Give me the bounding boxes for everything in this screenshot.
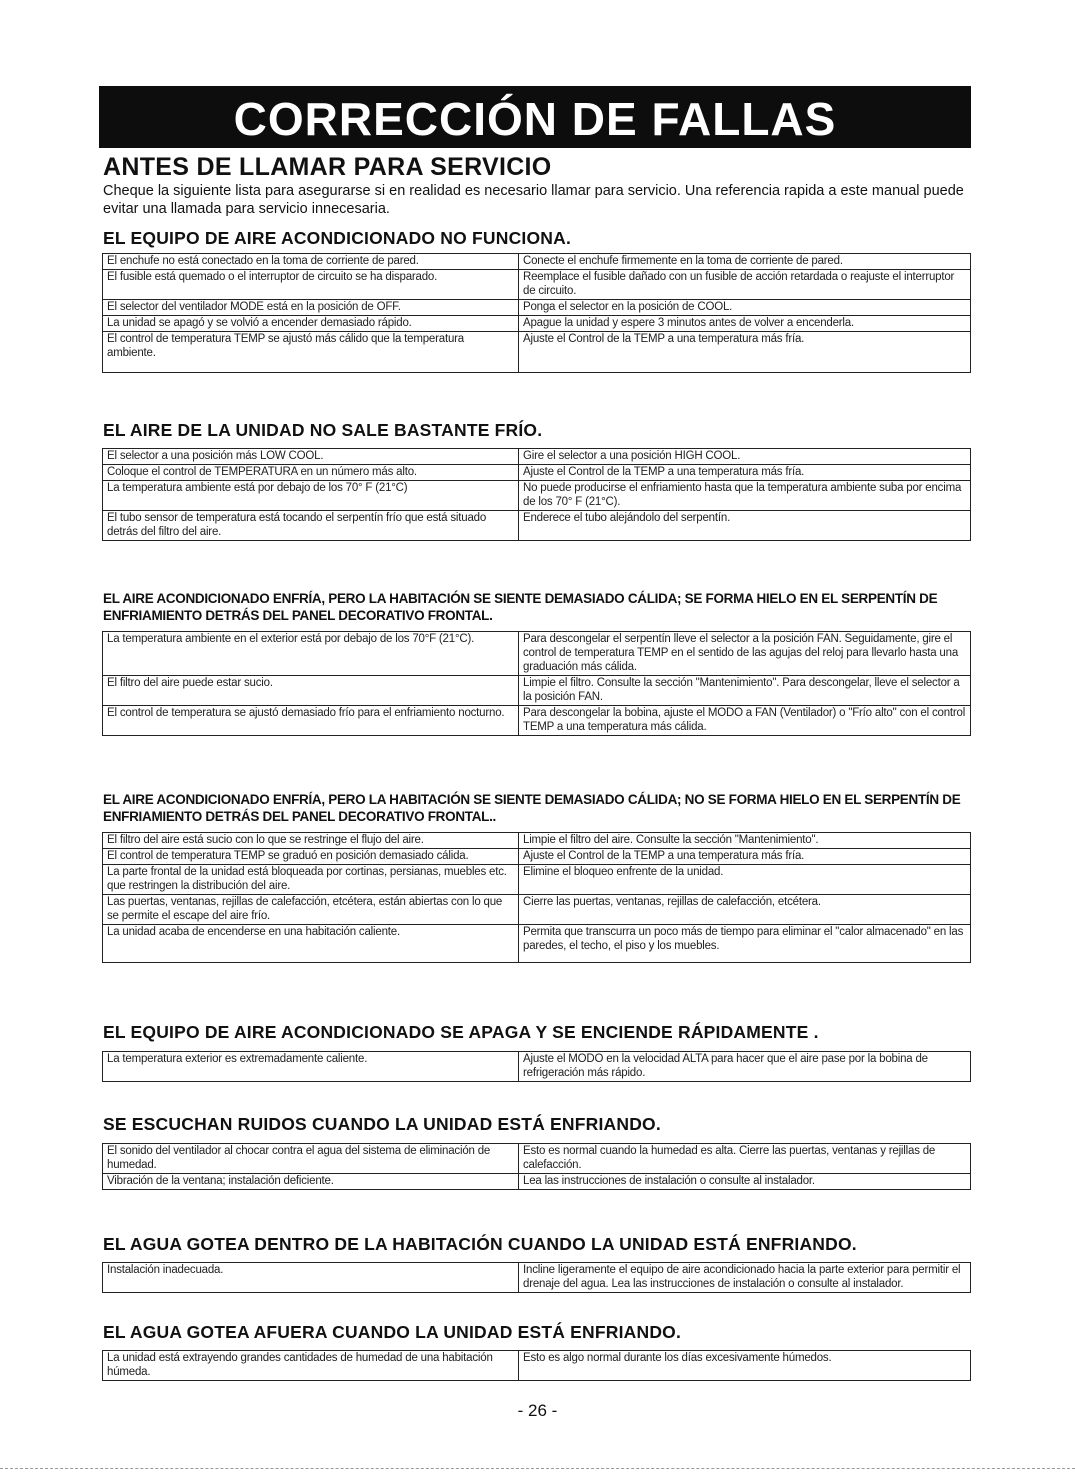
table-row <box>103 316 971 332</box>
cause-cell: La temperatura ambiente en el exterior está por debajo de los 70°F (21°C). <box>103 632 519 676</box>
section-title: EL AGUA GOTEA DENTRO DE LA HABITACIÓN CUANDO LA UNIDAD ESTÁ ENFRIANDO. <box>103 1234 857 1254</box>
table-row <box>103 465 971 481</box>
remedy-cell: Esto es algo normal durante los días excesivamente húmedos. <box>519 1351 971 1381</box>
cause-cell: El filtro del aire está sucio con lo que se restringe el flujo del aire. <box>103 833 519 849</box>
table-row <box>103 1052 971 1082</box>
section-title: EL AIRE ACONDICIONADO ENFRÍA, PERO LA HABITACIÓN SE SIENTE DEMASIADO CÁLIDA; NO SE FORMA HIELO EN EL SERPENTÍN DE ENFRIAMIENTO DETRÁS DEL PANEL DECORATIVO FRONTAL.. <box>103 792 961 824</box>
remedy-cell: Ajuste el MODO en la velocidad ALTA para hacer que el aire pase por la bobina de refrigeración más rápido. <box>519 1052 971 1082</box>
cause-cell: El control de temperatura TEMP se ajustó más cálido que la temperatura ambiente. <box>103 332 519 373</box>
remedy-cell: Incline ligeramente el equipo de aire acondicionado hacia la parte exterior para permitir el drenaje del agua. Lea las instrucciones de instalación o consulte al instalador. <box>519 1263 971 1293</box>
table-row <box>103 270 971 300</box>
remedy-cell: Apague la unidad y espere 3 minutos antes de volver a encenderla. <box>519 316 971 332</box>
cause-cell: La unidad acaba de encenderse en una habitación caliente. <box>103 925 519 963</box>
table-row <box>103 300 971 316</box>
remedy-cell: Enderece el tubo alejándolo del serpentín. <box>519 511 971 541</box>
cause-cell: El tubo sensor de temperatura está tocando el serpentín frío que está situado detrás del filtro del aire. <box>103 511 519 541</box>
table-row <box>103 632 971 676</box>
remedy-cell: Ponga el selector en la posición de COOL. <box>519 300 971 316</box>
cause-cell: El selector del ventilador MODE está en la posición de OFF. <box>103 300 519 316</box>
section-title: EL EQUIPO DE AIRE ACONDICIONADO NO FUNCIONA. <box>103 228 572 248</box>
table-row <box>103 676 971 706</box>
page-title: ANTES DE LLAMAR PARA SERVICIO <box>103 153 552 181</box>
table-row <box>103 1174 971 1190</box>
remedy-cell: Cierre las puertas, ventanas, rejillas de calefacción, etcétera. <box>519 895 971 925</box>
troubleshooting-table <box>102 832 971 963</box>
table-row <box>103 1263 971 1293</box>
table-row <box>103 332 971 373</box>
troubleshooting-table <box>102 448 971 541</box>
table-row <box>103 865 971 895</box>
section-title: EL EQUIPO DE AIRE ACONDICIONADO SE APAGA Y SE ENCIENDE RÁPIDAMENTE . <box>103 1022 819 1042</box>
troubleshooting-table <box>102 253 971 373</box>
troubleshooting-table <box>102 1143 971 1190</box>
intro-paragraph: Cheque la siguiente lista para asegurarse si en realidad es necesario llamar para servicio. Una referencia rapida a este manual puede evitar una llamada para servicio innecesaria. <box>103 183 964 217</box>
cause-cell: La unidad está extrayendo grandes cantidades de humedad de una habitación húmeda. <box>103 1351 519 1381</box>
troubleshooting-table <box>102 1350 971 1381</box>
remedy-cell: Esto es normal cuando la humedad es alta. Cierre las puertas, ventanas y rejillas de calefacción. <box>519 1144 971 1174</box>
cause-cell: El control de temperatura TEMP se graduó en posición demasiado cálida. <box>103 849 519 865</box>
cause-cell: Instalación inadecuada. <box>103 1263 519 1293</box>
cause-cell: Coloque el control de TEMPERATURA en un número más alto. <box>103 465 519 481</box>
cause-cell: La temperatura ambiente está por debajo de los 70° F (21°C) <box>103 481 519 511</box>
troubleshooting-table <box>102 1262 971 1293</box>
remedy-cell: Reemplace el fusible dañado con un fusible de acción retardada o reajuste el interruptor de circuito. <box>519 270 971 300</box>
cause-cell: El sonido del ventilador al chocar contra el agua del sistema de eliminación de humedad. <box>103 1144 519 1174</box>
table-row <box>103 1144 971 1174</box>
cause-cell: Las puertas, ventanas, rejillas de calefacción, etcétera, están abiertas con lo que se permite el escape del aire frío. <box>103 895 519 925</box>
section-title: EL AIRE ACONDICIONADO ENFRÍA, PERO LA HABITACIÓN SE SIENTE DEMASIADO CÁLIDA; SE FORMA HIELO EN EL SERPENTÍN DE ENFRIAMIENTO DETRÁS DEL PANEL DECORATIVO FRONTAL. <box>103 591 938 623</box>
bottom-divider <box>0 1468 1075 1469</box>
cause-cell: La temperatura exterior es extremadamente caliente. <box>103 1052 519 1082</box>
remedy-cell: Conecte el enchufe firmemente en la toma de corriente de pared. <box>519 254 971 270</box>
table-row <box>103 481 971 511</box>
page-banner: CORRECCIÓN DE FALLAS <box>99 86 971 148</box>
remedy-cell: No puede producirse el enfriamiento hasta que la temperatura ambiente suba por encima de los 70° F (21°C). <box>519 481 971 511</box>
cause-cell: El fusible está quemado o el interruptor de circuito se ha disparado. <box>103 270 519 300</box>
troubleshooting-table <box>102 1051 971 1082</box>
section-title: EL AGUA GOTEA AFUERA CUANDO LA UNIDAD ESTÁ ENFRIANDO. <box>103 1322 682 1342</box>
remedy-cell: Limpie el filtro. Consulte la sección "Mantenimiento". Para descongelar, lleve el selector a la posición FAN. <box>519 676 971 706</box>
table-row <box>103 706 971 736</box>
cause-cell: El enchufe no está conectado en la toma de corriente de pared. <box>103 254 519 270</box>
cause-cell: Vibración de la ventana; instalación deficiente. <box>103 1174 519 1190</box>
remedy-cell: Elimine el bloqueo enfrente de la unidad. <box>519 865 971 895</box>
table-row <box>103 925 971 963</box>
section-title: SE ESCUCHAN RUIDOS CUANDO LA UNIDAD ESTÁ ENFRIANDO. <box>103 1114 661 1134</box>
cause-cell: La parte frontal de la unidad está bloqueada por cortinas, persianas, muebles etc. que restringen la distribución del aire. <box>103 865 519 895</box>
table-row <box>103 511 971 541</box>
remedy-cell: Limpie el filtro del aire. Consulte la sección "Mantenimiento". <box>519 833 971 849</box>
cause-cell: El filtro del aire puede estar sucio. <box>103 676 519 706</box>
table-row <box>103 449 971 465</box>
remedy-cell: Lea las instrucciones de instalación o consulte al instalador. <box>519 1174 971 1190</box>
troubleshooting-table <box>102 631 971 736</box>
remedy-cell: Permita que transcurra un poco más de tiempo para eliminar el "calor almacenado" en las paredes, el techo, el piso y los muebles. <box>519 925 971 963</box>
remedy-cell: Ajuste el Control de la TEMP a una temperatura más fría. <box>519 465 971 481</box>
table-row <box>103 895 971 925</box>
remedy-cell: Gire el selector a una posición HIGH COOL. <box>519 449 971 465</box>
cause-cell: El selector a una posición más LOW COOL. <box>103 449 519 465</box>
page-number: - 26 - <box>517 1401 558 1420</box>
remedy-cell: Ajuste el Control de la TEMP a una temperatura más fría. <box>519 849 971 865</box>
table-row <box>103 833 971 849</box>
table-row <box>103 254 971 270</box>
table-row <box>103 1351 971 1381</box>
remedy-cell: Para descongelar el serpentín lleve el selector a la posición FAN. Seguidamente, gire el control de temperatura TEMP en el sentido de las agujas del reloj para llevarlo hasta una graduación más cálida. <box>519 632 971 676</box>
table-row <box>103 849 971 865</box>
cause-cell: La unidad se apagó y se volvió a encender demasiado rápido. <box>103 316 519 332</box>
remedy-cell: Ajuste el Control de la TEMP a una temperatura más fría. <box>519 332 971 373</box>
remedy-cell: Para descongelar la bobina, ajuste el MODO a FAN (Ventilador) o "Frío alto" con el control TEMP a una temperatura más cálida. <box>519 706 971 736</box>
cause-cell: El control de temperatura se ajustó demasiado frío para el enfriamiento nocturno. <box>103 706 519 736</box>
section-title: EL AIRE DE LA UNIDAD NO SALE BASTANTE FRÍO. <box>103 420 543 440</box>
